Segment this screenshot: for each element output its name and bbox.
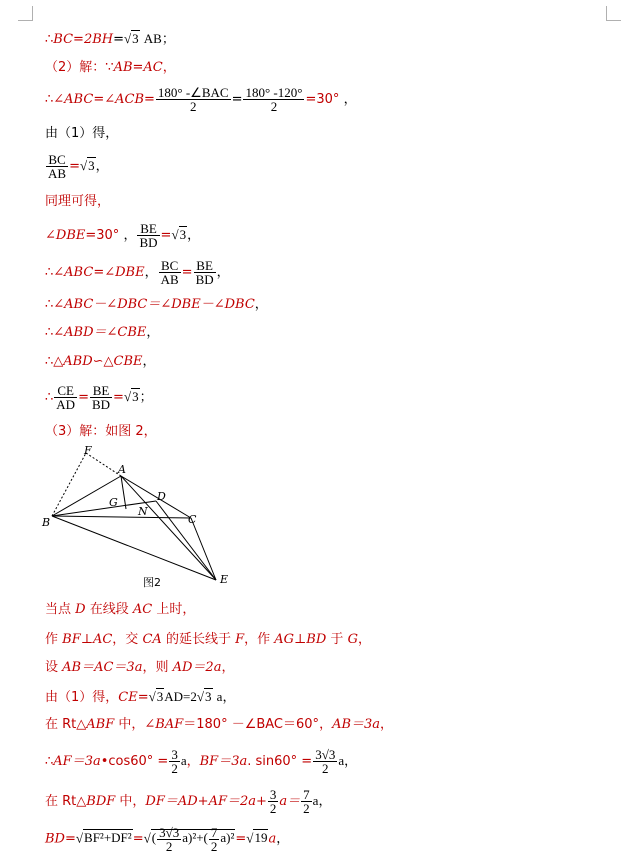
expr: ABF: [86, 717, 115, 732]
numerator: BC: [159, 259, 181, 273]
radicand: 3: [88, 158, 95, 173]
radicand: BF²+DF²: [84, 830, 132, 846]
equals: =: [181, 265, 193, 280]
line-13: [45, 424, 157, 440]
fraction: [243, 86, 304, 113]
line-16: [45, 660, 234, 676]
punct: ；: [139, 390, 153, 405]
part-label: （2）解：: [45, 60, 106, 75]
punct: ，: [344, 754, 358, 769]
line-6: [45, 194, 110, 210]
sqrt: √( $\frac{3√3}{2}$ a)²+( $\frac{7}{2}$ a)²: [143, 825, 235, 854]
expr: AB: [143, 31, 162, 46]
equals: =: [85, 228, 97, 243]
punct: ，: [380, 717, 394, 732]
text: ，则: [142, 660, 169, 675]
therefore-symbol: ∴: [45, 32, 54, 47]
text: •cos60° =: [100, 754, 169, 769]
fraction: [46, 153, 68, 180]
result: 30°: [316, 92, 340, 107]
numerator: CE: [54, 384, 77, 398]
therefore-symbol: ∴: [45, 325, 54, 340]
equals: =: [113, 32, 125, 47]
line-14: [45, 602, 195, 618]
numerator: 7: [303, 787, 310, 802]
line-3: [45, 86, 357, 113]
expr: AB: [113, 60, 133, 75]
expr: AG⊥BD: [274, 632, 327, 647]
numerator: BE: [137, 222, 159, 236]
expr: F: [235, 632, 245, 647]
equals: =: [93, 265, 105, 280]
equals: =: [93, 92, 105, 107]
expr: BDF: [86, 794, 116, 809]
line-9: [45, 297, 268, 313]
denominator: 2: [210, 839, 218, 854]
denominator: 2: [189, 99, 197, 114]
fraction: [301, 788, 312, 815]
label-e: E: [220, 573, 229, 586]
line-17: [45, 689, 235, 706]
text: ，交: [112, 632, 139, 647]
sqrt: √19: [246, 830, 268, 846]
therefore-symbol: ∴: [45, 390, 54, 405]
equals: =: [78, 390, 89, 405]
punct: ，: [187, 228, 201, 243]
expr: a＝: [279, 794, 301, 809]
equals: =: [144, 92, 155, 107]
label-f: F: [84, 446, 92, 457]
text: 由（1）得，: [45, 126, 119, 141]
numerator: 3√3: [315, 747, 336, 762]
punct: ，: [162, 60, 176, 75]
line-18: [45, 717, 393, 733]
expr: ∠DBE: [45, 228, 86, 243]
numerator: 7: [210, 825, 218, 840]
expr: D: [75, 602, 86, 617]
segment-bc: [52, 516, 191, 518]
geometry-figure: [36, 446, 246, 596]
text: 在线段: [89, 602, 129, 617]
denominator: AD: [56, 397, 76, 412]
expr: ∠DBE: [104, 265, 145, 280]
expr: a: [312, 793, 319, 808]
text: （3）解：如图 2，: [45, 424, 157, 439]
punct: ，: [343, 92, 357, 107]
punct: ，: [276, 831, 290, 847]
expr: a)²+(: [182, 830, 208, 846]
expr: a: [216, 689, 223, 704]
text: . sin60° =: [247, 754, 313, 769]
line-19: [45, 748, 357, 775]
expr: CA: [142, 632, 162, 647]
expr: ∠ACB: [104, 92, 144, 107]
punct: ，: [222, 690, 236, 705]
label-n: N: [138, 505, 148, 518]
expr: AC: [143, 60, 163, 75]
equals: =: [235, 831, 247, 847]
text: 上时，: [156, 602, 196, 617]
punct: ，: [95, 159, 109, 174]
numerator: BE: [90, 384, 112, 398]
radicand: 3: [156, 689, 164, 704]
text: 中，: [119, 794, 146, 809]
equals: =: [132, 831, 144, 847]
expr: AD＝2a: [172, 660, 222, 675]
text: 在 Rt△: [45, 794, 87, 809]
punct: ，: [357, 632, 371, 647]
punct: ，: [221, 660, 235, 675]
label-b: B: [42, 516, 51, 529]
expr: ∠ABC: [53, 92, 94, 107]
text: 当点: [45, 602, 72, 617]
equals: =: [113, 390, 124, 405]
segment-ae: [121, 476, 216, 580]
expr: ＝180° －∠BAC＝60°: [183, 717, 320, 732]
expr: G: [347, 632, 358, 647]
punct: ；: [161, 32, 175, 47]
expr: ∠BAF: [144, 717, 184, 732]
text: 作: [45, 632, 59, 647]
line-10: [45, 325, 159, 341]
expr: ∠ABC－∠DBC＝∠DBE－∠DBC: [53, 297, 255, 312]
expr: △ABD∽△CBE: [53, 354, 143, 369]
text: 于: [330, 632, 344, 647]
expr: 2BH: [83, 32, 114, 47]
text: 的延长线于: [165, 632, 231, 647]
equals: =: [160, 228, 172, 243]
denominator: BD: [91, 397, 111, 412]
line-12: [45, 384, 153, 411]
page-corner-mark-left: [18, 6, 33, 21]
numerator: BC: [46, 153, 68, 167]
fraction: [194, 259, 216, 286]
denominator: 2: [269, 801, 277, 816]
equals: =: [231, 92, 243, 107]
radicand: 3: [205, 689, 212, 704]
line-7: [45, 222, 200, 249]
fraction: [268, 788, 279, 815]
text: 由（1）得，: [45, 690, 119, 705]
numerator: 180° -120°: [245, 85, 303, 100]
segment-ce: [191, 518, 216, 580]
punct: ，: [319, 717, 333, 732]
expr: BC: [53, 32, 74, 47]
fraction: [90, 384, 112, 411]
page-corner-mark-right: [606, 6, 621, 21]
therefore-symbol: ∴: [45, 265, 54, 280]
line-11: [45, 354, 156, 370]
fraction: [156, 86, 231, 113]
numerator: 180° -∠BAC: [157, 85, 229, 100]
denominator: 2: [165, 839, 173, 854]
label-a: A: [118, 463, 126, 476]
text: 在 Rt△: [45, 717, 87, 732]
fraction: [209, 826, 220, 853]
text: ，作: [244, 632, 271, 647]
line-1: [45, 31, 175, 48]
label-d: D: [157, 490, 166, 503]
punct: ，: [146, 325, 160, 340]
expr: AF＝3a: [53, 754, 101, 769]
denominator: AB: [48, 166, 67, 181]
expr: CE: [118, 690, 138, 705]
sqrt: √3: [148, 689, 164, 704]
line-21: [45, 826, 289, 853]
fraction: [54, 384, 77, 411]
radicand: 3: [132, 31, 139, 46]
equals: =: [132, 60, 144, 75]
fraction: [157, 826, 181, 853]
expr: a: [180, 753, 187, 768]
denominator: AB: [160, 272, 179, 287]
value: 30°: [96, 228, 120, 243]
paren: (: [151, 830, 157, 846]
expr: AB＝3a: [332, 717, 381, 732]
expr: ∠ABC: [53, 265, 94, 280]
sqrt: √3: [171, 227, 187, 242]
expr: AD=2: [164, 689, 197, 704]
line-2: [45, 60, 176, 76]
denominator: BD: [139, 235, 158, 250]
equals: =: [305, 92, 317, 107]
expr: DF＝AD+AF＝2a+: [145, 794, 267, 809]
denominator: 2: [171, 761, 178, 776]
radicand-group: [151, 825, 236, 854]
label-c: C: [188, 513, 197, 526]
sqrt: √BF²+DF²: [75, 830, 132, 846]
fraction: [313, 748, 337, 775]
punct: ，: [123, 228, 137, 243]
therefore-symbol: ∴: [45, 92, 54, 107]
sqrt: √3: [196, 689, 212, 704]
segment-ac: [121, 476, 191, 518]
text: 同理可得，: [45, 194, 111, 209]
punct: ，: [216, 265, 230, 280]
punct: ，: [318, 794, 332, 809]
equals: =: [137, 690, 149, 705]
fraction: [169, 748, 180, 775]
line-4: [45, 126, 118, 142]
expr: BF＝3a: [199, 754, 248, 769]
equals: =: [73, 32, 84, 47]
fraction: [137, 222, 159, 249]
expr: AB＝AC＝3a: [62, 660, 143, 675]
line-5: [45, 153, 109, 180]
expr: BD: [45, 831, 65, 847]
numerator: 3: [171, 747, 178, 762]
therefore-symbol: ∴: [45, 297, 54, 312]
numerator: BE: [194, 259, 216, 273]
equals: =: [69, 159, 80, 174]
because-symbol: ∵: [105, 60, 114, 75]
therefore-symbol: ∴: [45, 754, 54, 769]
expr: a: [268, 831, 277, 847]
label-g: G: [109, 496, 118, 509]
punct: ，: [254, 297, 268, 312]
fraction: [159, 259, 181, 286]
denominator: 2: [270, 99, 278, 114]
punct: ，: [144, 265, 158, 280]
denominator: BD: [195, 272, 214, 287]
expr: ∠ABD＝∠CBE: [53, 325, 147, 340]
punct: ，: [142, 354, 156, 369]
expr: a: [338, 753, 345, 768]
expr: AC: [132, 602, 153, 617]
sqrt: √3: [124, 31, 139, 46]
radicand: 3: [179, 227, 187, 242]
line-20: [45, 788, 331, 815]
denominator: 2: [322, 761, 329, 776]
denominator: 2: [303, 801, 310, 816]
sqrt: √3: [79, 158, 95, 173]
line-8: [45, 259, 230, 286]
equals: =: [64, 831, 76, 847]
figure-caption: 图2: [143, 576, 161, 589]
punct: ，: [186, 754, 200, 769]
line-15: [45, 632, 371, 648]
radicand: 19: [254, 830, 268, 846]
text: 设: [45, 660, 59, 675]
therefore-symbol: ∴: [45, 354, 54, 369]
numerator: 3: [269, 787, 277, 802]
expr: BF⊥AC: [62, 632, 113, 647]
sqrt: √3: [123, 389, 139, 404]
text: 中，: [118, 717, 145, 732]
numerator: 3√3: [159, 825, 180, 840]
radicand: 3: [132, 389, 139, 404]
expr: a)²: [220, 830, 235, 846]
